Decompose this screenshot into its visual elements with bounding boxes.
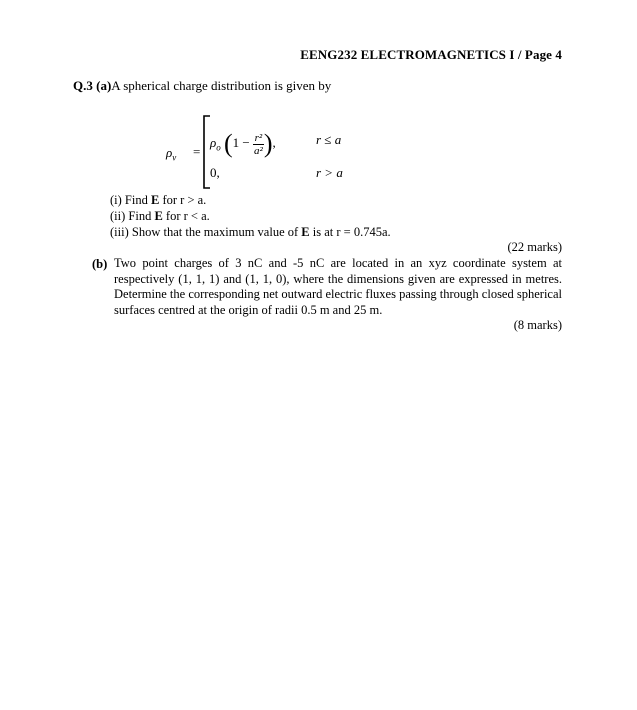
part-a-intro: A spherical charge distribution is given by: [111, 78, 332, 93]
condition-1: r ≤ a: [316, 132, 342, 147]
item-i: (i) Find E for r > a.: [110, 193, 207, 207]
page-header: EENG232 ELECTROMAGNETICS I / Page 4: [300, 47, 562, 62]
item-iii: (iii) Show that the maximum value of E is at r = 0.745a.: [110, 225, 391, 239]
part-a-marks: (22 marks): [507, 240, 562, 254]
r-squared-over-a-squared: $\frac{\text{r²}}{\text{a²}}$: [254, 131, 263, 157]
equation-case-2: 0,: [210, 165, 220, 180]
item-ii: (ii) Find E for r < a.: [110, 209, 210, 223]
part-a-items: [110, 192, 391, 240]
part-a-label: (a): [96, 78, 112, 93]
question-heading: [73, 78, 331, 94]
part-b-text: Two point charges of 3 nC and -5 nC are located in an xyz coordinate system at respectively (1, 1, 1) and (1, 1, 0), where the dimensions given are expressed in metres. Determine the corresponding net outward electric fluxes passing through closed spherical surfaces centred at the origin of radii 0.5 m and 25 m.: [114, 256, 562, 317]
equation-lhs: $\rho_v$: [166, 145, 177, 163]
charge-density-equation: [166, 112, 386, 190]
equation-case-1: $\rho_o$ (1 − $\frac{\text{r²}}{\text{a²}}$ ),: [210, 129, 276, 158]
part-b-label: (b): [92, 257, 108, 271]
question-number: Q.3: [73, 78, 93, 93]
part-b-marks: (8 marks): [513, 318, 562, 332]
equals-sign: =: [193, 144, 201, 159]
condition-2: r > a: [316, 165, 343, 180]
